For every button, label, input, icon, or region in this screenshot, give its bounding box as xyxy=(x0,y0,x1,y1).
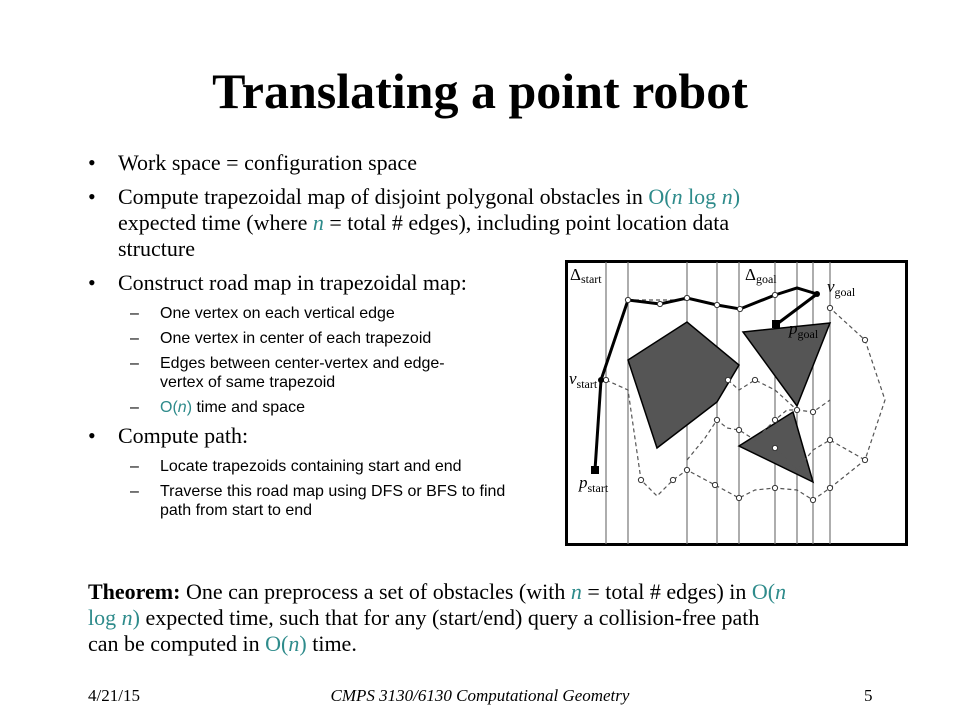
slide-title: Translating a point robot xyxy=(212,63,748,119)
label-v-goal: $v_{goal}$ xyxy=(827,277,856,299)
sub-bullet-complexity: – O(n) time and space xyxy=(118,398,540,417)
sub-bullet: – Traverse this road map using DFS or BFS to find path from start to end xyxy=(118,482,540,520)
bullet-text: Compute trapezoidal map of disjoint polygonal obstacles in xyxy=(118,184,649,209)
theorem-text: expected time, such that for any (start/end) query a collision-free path can be computed in xyxy=(88,605,760,656)
complexity-onlogn: O(n log n) xyxy=(648,184,741,209)
goal-point xyxy=(772,320,780,328)
label-p-start: $p_{start}$ xyxy=(579,473,609,495)
obstacle-quadrilateral xyxy=(628,322,739,448)
theorem-text: One can preprocess a set of obstacles (with xyxy=(180,579,571,604)
start-point xyxy=(591,466,599,474)
footer-course: CMPS 3130/6130 Computational Geometry xyxy=(330,686,630,705)
sub-bullet: – One vertex on each vertical edge xyxy=(118,304,540,323)
var-n: n xyxy=(312,210,324,235)
bullet-compute-path: • Compute path: xyxy=(88,423,788,449)
label-p-goal: $p_{goal}$ xyxy=(789,319,819,341)
sub-bullet: – One vertex in center of each trapezoid xyxy=(118,329,540,348)
label-delta-start: Δstart xyxy=(570,265,602,286)
label-delta-goal: Δgoal xyxy=(745,265,777,286)
footer-date: 4/21/15 xyxy=(88,686,140,705)
theorem-text: = total # edges) in xyxy=(581,579,752,604)
theorem-paragraph xyxy=(88,579,788,657)
var-n: n xyxy=(570,579,582,604)
v-start-vertex xyxy=(598,377,604,383)
label-v-start: $v_{start}$ xyxy=(569,369,598,391)
bullet-workspace: • Work space = configuration space xyxy=(88,150,788,176)
v-goal-vertex xyxy=(814,291,820,297)
complexity-on: O(n) xyxy=(265,631,307,656)
complexity-onlogn: O(n log n) xyxy=(88,579,787,630)
bullet-text: expected time (where xyxy=(118,210,313,235)
footer-page-number: 5 xyxy=(864,686,873,705)
bullet-text: = total # edges), including point location data structure xyxy=(118,210,730,261)
theorem-text: time. xyxy=(306,631,357,656)
theorem-label: Theorem: xyxy=(88,579,181,604)
bullet-construct-road-map: • Construct road map in trapezoidal map: xyxy=(88,270,788,296)
sub-bullet: – Edges between center-vertex and edge-vertex of same trapezoid xyxy=(118,354,460,392)
figure-frame xyxy=(567,262,907,545)
bullet-compute-trapezoidal-map xyxy=(88,184,788,262)
sub-bullet: – Locate trapezoids containing start and end xyxy=(118,457,540,476)
trapezoidal-map-figure xyxy=(565,260,908,546)
